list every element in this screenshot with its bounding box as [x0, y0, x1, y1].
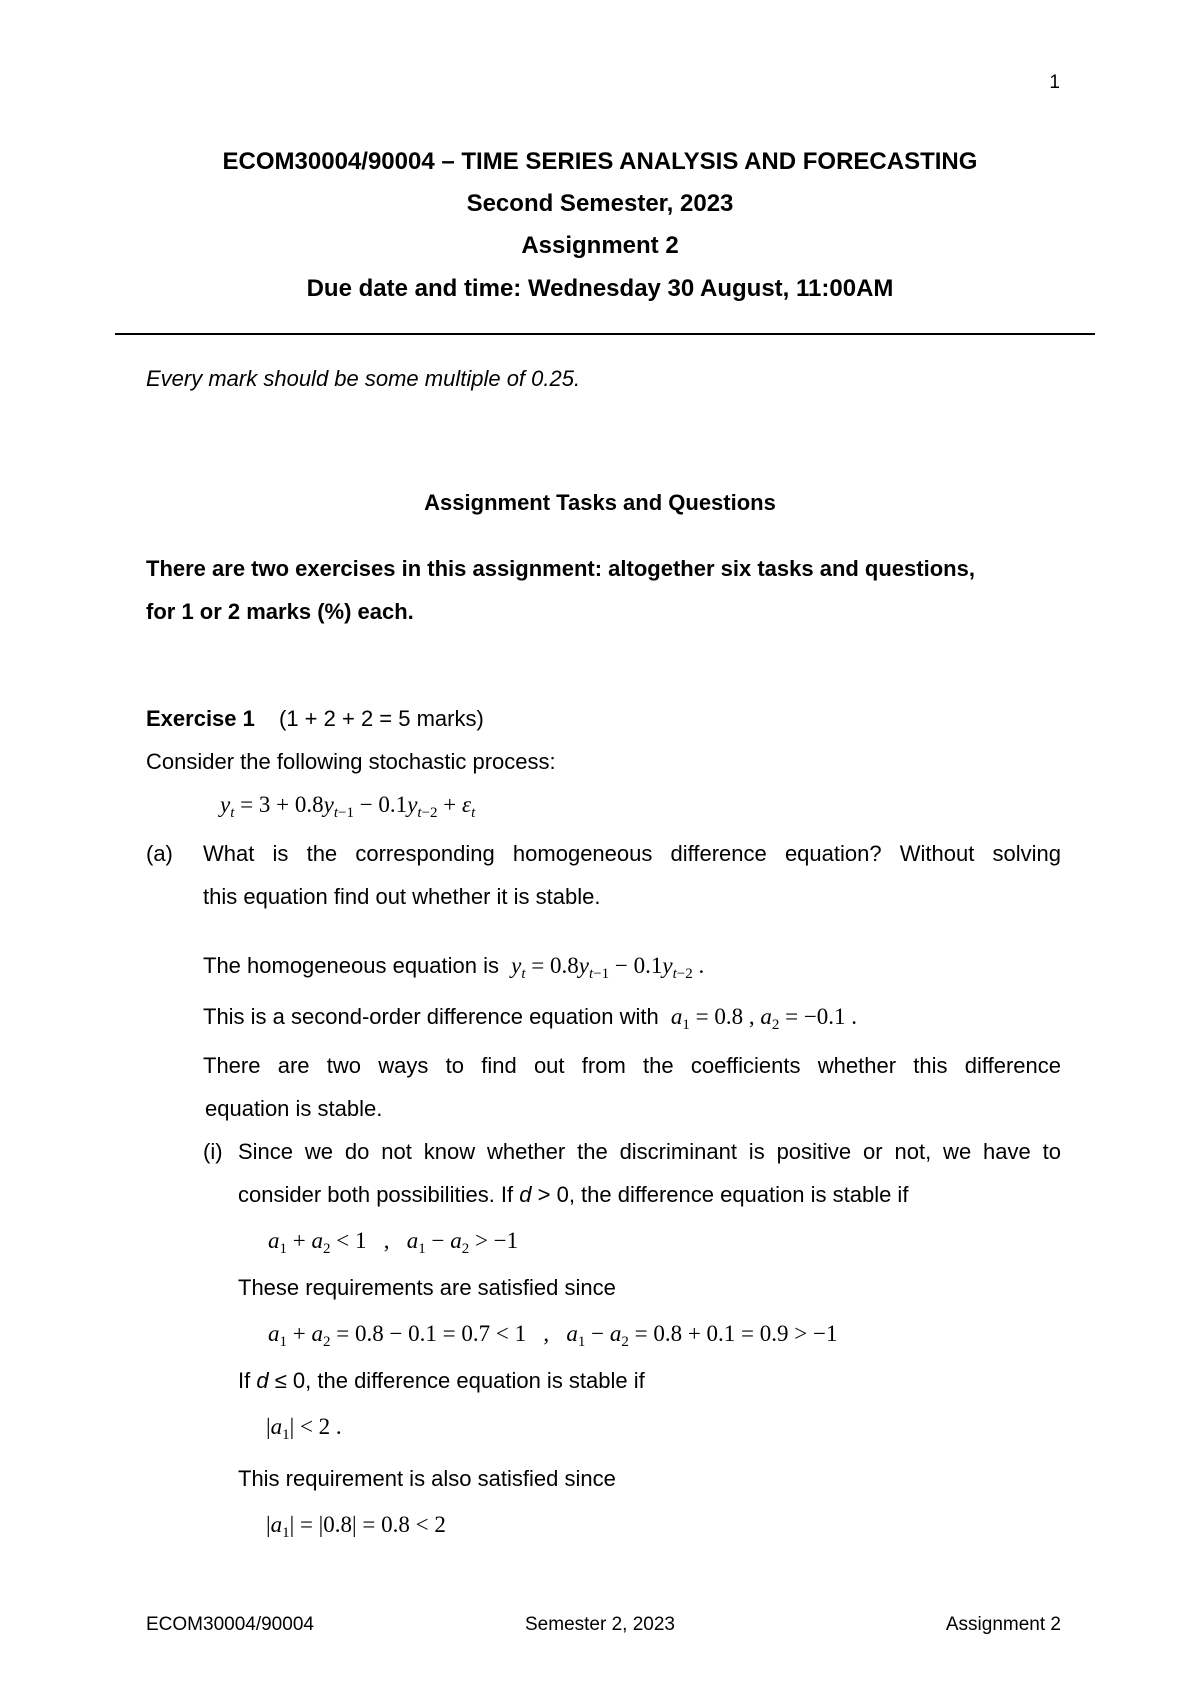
if-d-post: ≤ 0, the difference equation is stable if [274, 1368, 645, 1393]
semester-title: Second Semester, 2023 [466, 190, 734, 217]
homogeneous-line [203, 953, 705, 982]
i-line-2-var: d [519, 1182, 532, 1207]
due-date: Due date and time: Wednesday 30 August, 11:00AM [306, 275, 894, 302]
homogeneous-equation: $y_t = 0.8y_{t-1} - 0.1y_{t-2}$ . [511, 953, 705, 982]
i-line-2-post: > 0, the difference equation is stable if [537, 1182, 909, 1207]
assignment-title: Assignment 2 [521, 232, 679, 259]
section-title: Assignment Tasks and Questions [424, 490, 776, 515]
process-equation: $y_t = 3 + 0.8y_{t-1} - 0.1y_{t-2} + \varepsilon_t$ [220, 792, 476, 821]
intro-line-2: for 1 or 2 marks (%) each. [146, 599, 414, 624]
footer-left: ECOM30004/90004 [146, 1614, 314, 1635]
intro-line-1: There are two exercises in this assignment: altogether six tasks and questions, [146, 556, 975, 581]
part-a-line-1: What is the corresponding homogeneous difference equation? Without solving [203, 841, 1061, 866]
satisfied-text: These requirements are satisfied since [238, 1275, 616, 1300]
i-line-1: Since we do not know whether the discriminant is positive or not, we have to [238, 1139, 1061, 1164]
header-divider [115, 333, 1095, 335]
footer-right: Assignment 2 [945, 1614, 1061, 1635]
if-d-pre: If [238, 1368, 251, 1393]
also-satisfied-text: This requirement is also satisfied since [238, 1466, 616, 1491]
part-a-label: (a) [146, 841, 173, 866]
homogeneous-text: The homogeneous equation is [203, 953, 499, 978]
footer-center: Semester 2, 2023 [525, 1614, 675, 1635]
if-d-line [238, 1368, 645, 1394]
page-number: 1 [1049, 72, 1060, 93]
second-order-text: This is a second-order difference equation with [203, 1004, 659, 1029]
stability-check-positive: $a_1 + a_2 = 0.8 - 0.1 = 0.7 < 1$ , $a_1 - a_2 = 0.8 + 0.1 = 0.9 > -1$ [268, 1321, 838, 1350]
two-ways-line-1: There are two ways to find out from the coefficients whether this difference [203, 1053, 1061, 1078]
marks-note: Every mark should be some multiple of 0.25. [146, 366, 581, 391]
exercise1-intro: Consider the following stochastic process: [146, 749, 556, 774]
two-ways-line-2: equation is stable. [205, 1096, 383, 1121]
stability-check-nonpositive: $|a_1| = |0.8| = 0.8 < 2$ [266, 1512, 446, 1541]
coefficients-equation: $a_1 = 0.8$ , $a_2 = -0.1$ . [670, 1004, 858, 1033]
stability-condition-nonpositive: $|a_1| < 2$ . [266, 1414, 342, 1443]
i-line-2 [238, 1182, 908, 1208]
second-order-line [203, 1004, 858, 1033]
i-line-2-pre: consider both possibilities. If [238, 1182, 514, 1207]
i-label: (i) [203, 1139, 223, 1164]
course-title: ECOM30004/90004 – TIME SERIES ANALYSIS AND FORECASTING [222, 148, 978, 175]
if-d-var: d [256, 1368, 269, 1393]
stability-condition-positive: $a_1 + a_2 < 1$ , $a_1 - a_2 > -1$ [268, 1228, 519, 1257]
exercise1-marks: (1 + 2 + 2 = 5 marks) [279, 706, 484, 731]
exercise1-title: Exercise 1 [146, 706, 255, 731]
part-a-line-2: this equation find out whether it is stable. [203, 884, 601, 909]
exercise1-heading [146, 706, 484, 732]
